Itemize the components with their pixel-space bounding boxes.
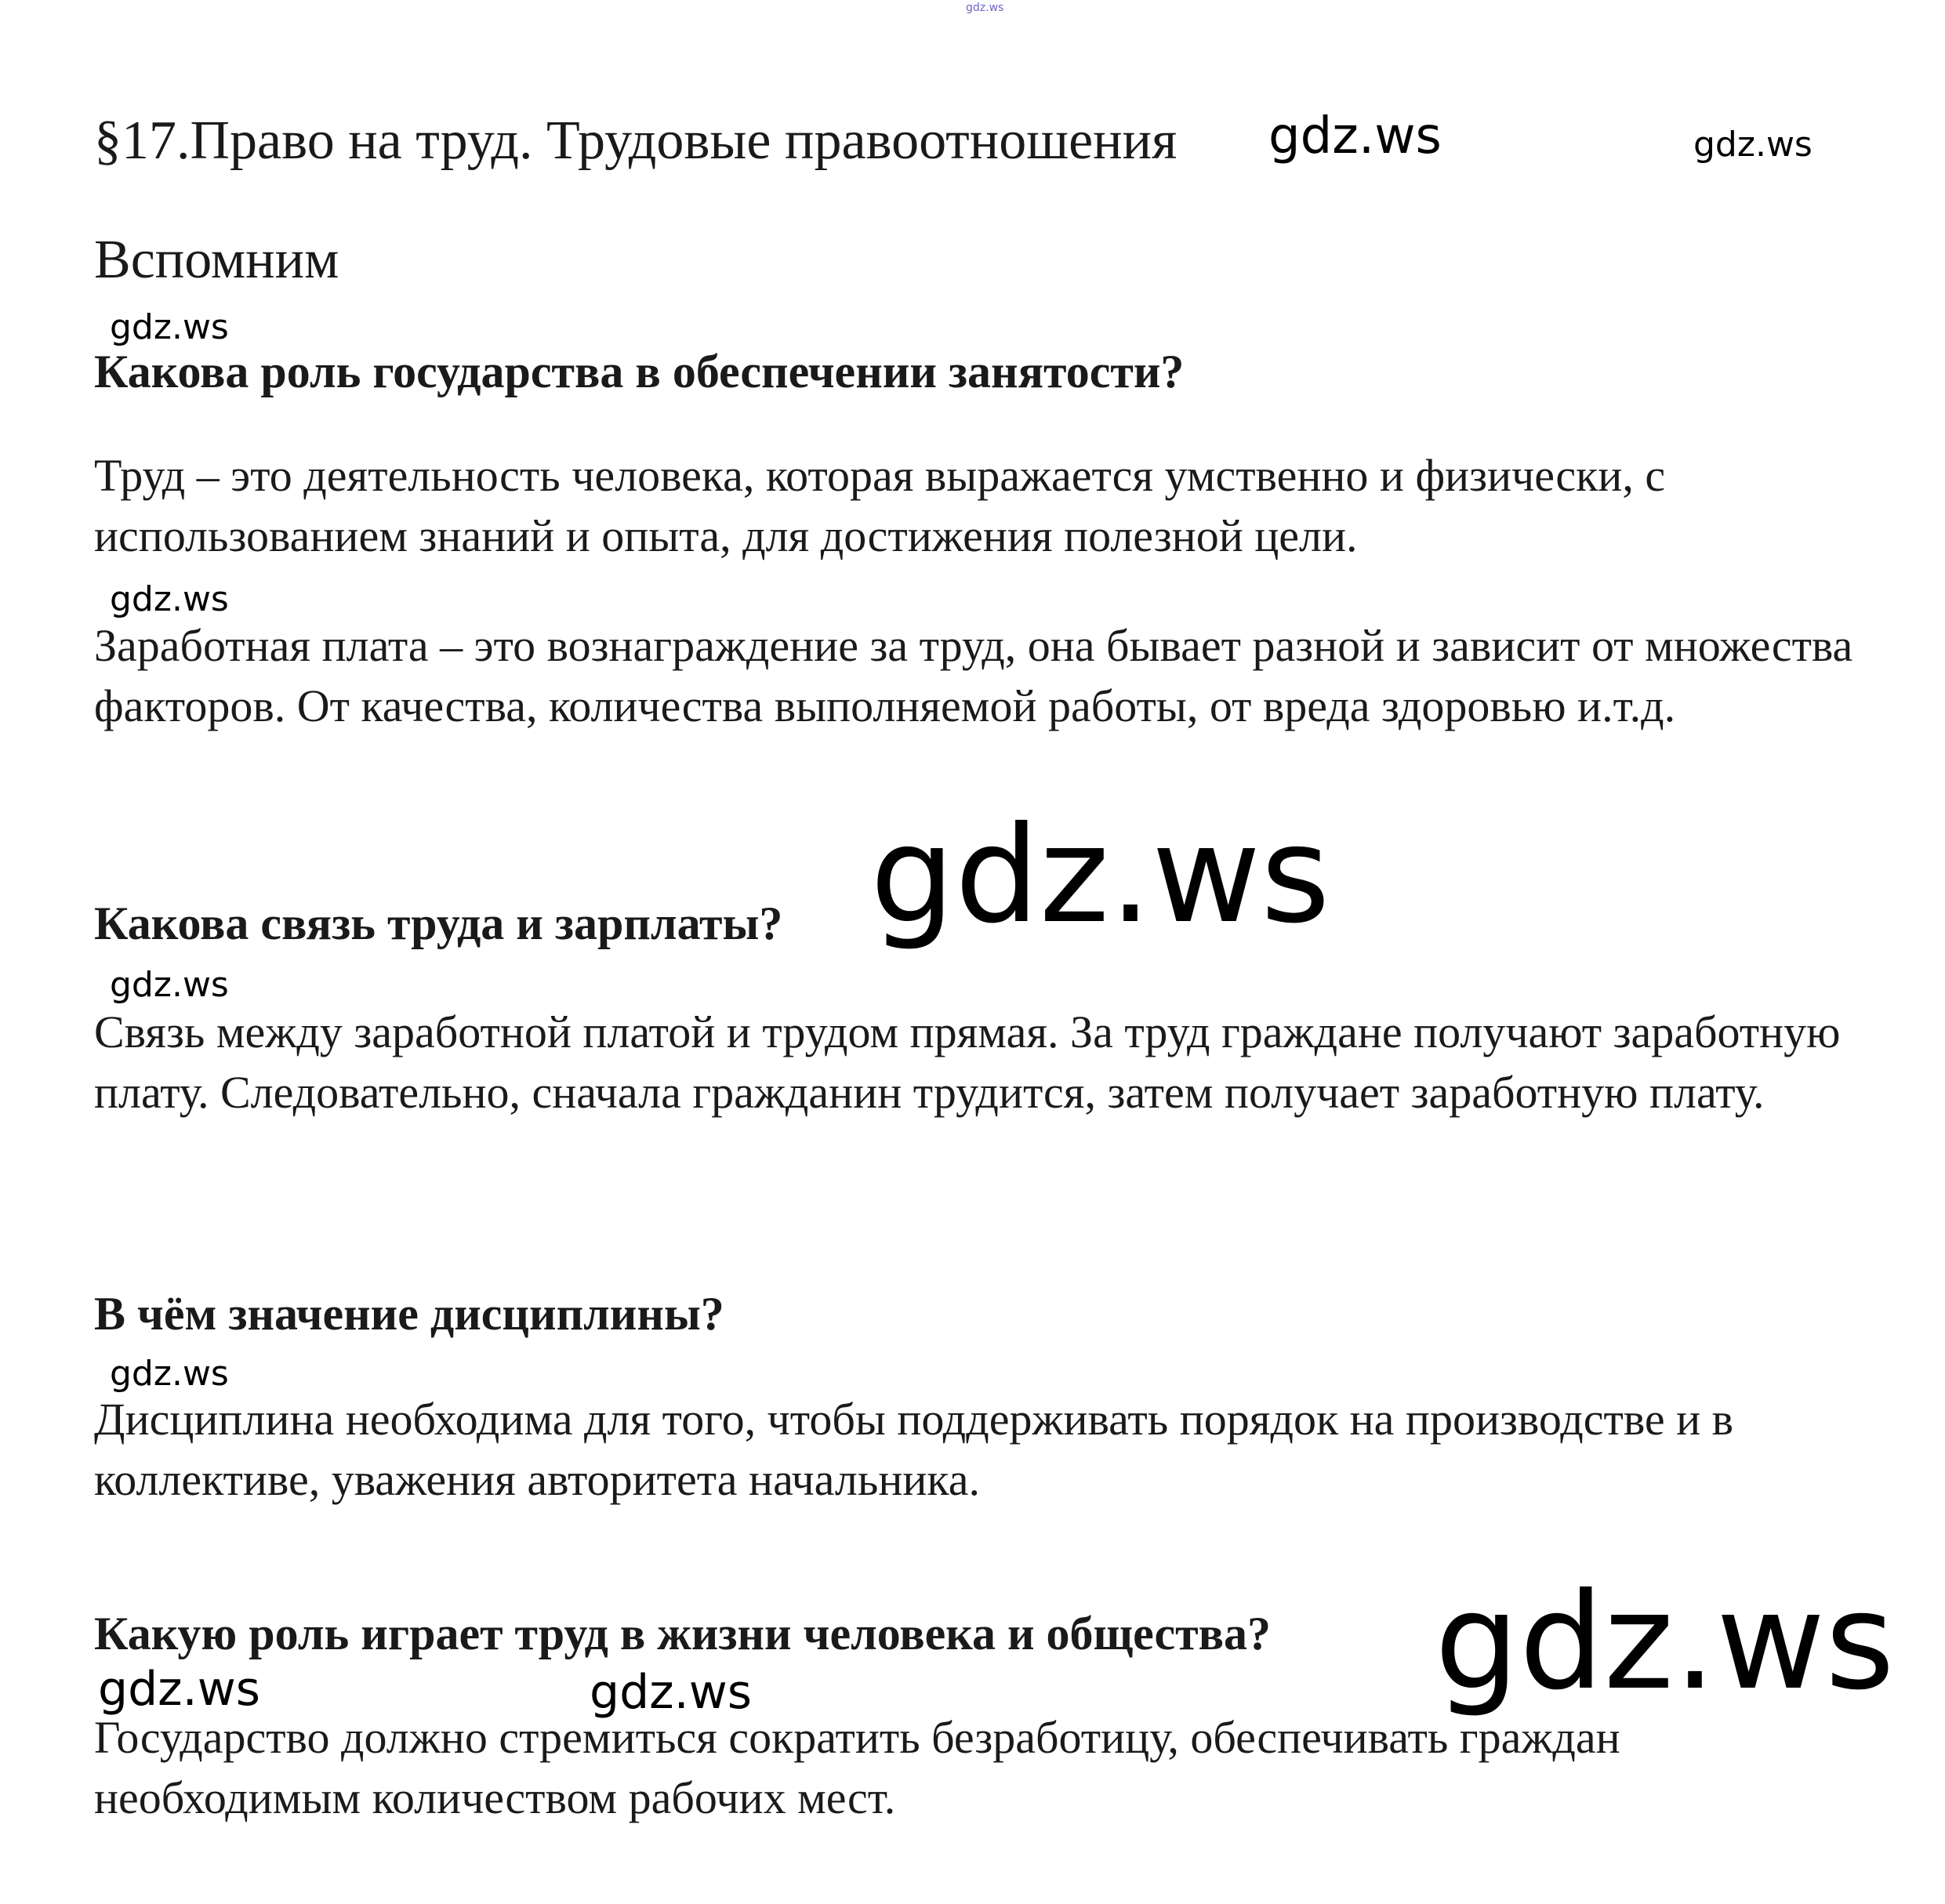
watermark-top: gdz.ws [966, 2, 1004, 14]
watermark-q1: gdz.ws [110, 307, 229, 347]
watermark-q2: gdz.ws [110, 965, 229, 1005]
watermark-large-1: gdz.ws [870, 798, 1330, 953]
watermark-q4-mid: gdz.ws [590, 1665, 753, 1720]
question-4: Какую роль играет труд в жизни человека и общества? [94, 1608, 1272, 1659]
question-2: Какова связь труда и зарплаты? [94, 898, 783, 949]
answer-1-part-2: Заработная плата – это вознаграждение за труд, она бывает разной и зависит от множества факторов. От качества, количества выполняемой работы, от вреда здоровью и.т.д. [94, 620, 1853, 731]
watermark-q3: gdz.ws [110, 1354, 229, 1394]
watermark-title: gdz.ws [1268, 107, 1442, 165]
section-subtitle: Вспомним [94, 230, 339, 290]
question-1: Какова роль государства в обеспечении занятости? [94, 346, 1185, 397]
watermark-q4-left: gdz.ws [98, 1662, 261, 1717]
page-title: §17.Право на труд. Трудовые правоотношения [94, 111, 1178, 171]
answer-4: Государство должно стремиться сократить безработицу, обеспечивать граждан необходимым количеством рабочих мест. [94, 1712, 1620, 1823]
answer-2: Связь между заработной платой и трудом прямая. За труд граждане получают заработную плату. Следовательно, сначала гражданин трудится, затем получает заработную плату. [94, 1006, 1841, 1118]
watermark-a1: gdz.ws [110, 579, 229, 619]
watermark-large-2: gdz.ws [1435, 1565, 1895, 1720]
watermark-title-right: gdz.ws [1693, 125, 1813, 165]
question-3: В чём значение дисциплины? [94, 1288, 724, 1340]
answer-1: Труд – это деятельность человека, которая выражается умственно и физически, с использованием знаний и опыта, для достижения полезной цели. [94, 450, 1666, 561]
answer-3: Дисциплина необходима для того, чтобы поддерживать порядок на производстве и в коллективе, уважения авторитета начальника. [94, 1394, 1734, 1505]
